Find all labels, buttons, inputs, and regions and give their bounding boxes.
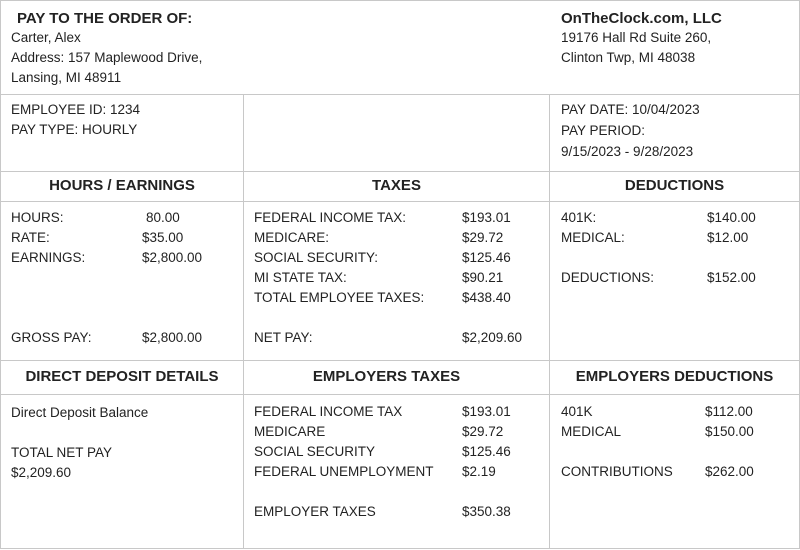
- employer-deduction-value: $112.00: [705, 404, 753, 419]
- employer-taxes-heading: EMPLOYERS TAXES: [312, 368, 461, 385]
- tax-label: TOTAL EMPLOYEE TAXES:: [254, 290, 425, 305]
- total-net-pay-label: TOTAL NET PAY: [11, 445, 113, 460]
- tax-value: $125.46: [462, 250, 511, 265]
- employer-tax-value: $125.46: [462, 444, 511, 459]
- employee-id: EMPLOYEE ID: 1234: [11, 102, 141, 117]
- tax-label: MI STATE TAX:: [254, 270, 347, 285]
- employer-deduction-label: 401K: [561, 404, 593, 419]
- company-address-line1: 19176 Hall Rd Suite 260,: [561, 30, 712, 45]
- gross-pay-value: $2,800.00: [142, 330, 203, 345]
- employer-taxes-total-value: $350.38: [462, 504, 511, 519]
- employer-deductions-heading: EMPLOYERS DEDUCTIONS: [575, 368, 774, 385]
- tax-label: SOCIAL SECURITY:: [254, 250, 379, 265]
- employer-taxes-total-label: EMPLOYER TAXES: [254, 504, 376, 519]
- tax-value: $193.01: [462, 210, 511, 225]
- earnings-label: RATE:: [11, 230, 50, 245]
- employer-tax-value: $2.19: [462, 464, 496, 479]
- employer-deduction-value: $150.00: [705, 424, 754, 439]
- divider: [1, 94, 799, 95]
- deduction-label: MEDICAL:: [561, 230, 625, 245]
- divider: [243, 94, 244, 548]
- hours-earnings-heading: HOURS / EARNINGS: [49, 177, 195, 194]
- divider: [1, 360, 799, 361]
- direct-deposit-balance-label: Direct Deposit Balance: [11, 405, 149, 420]
- net-pay-value: $2,209.60: [462, 330, 523, 345]
- total-net-pay-value: $2,209.60: [11, 465, 72, 480]
- deductions-heading: DEDUCTIONS: [624, 177, 725, 194]
- direct-deposit-heading: DIRECT DEPOSIT DETAILS: [25, 368, 219, 385]
- employer-tax-value: $193.01: [462, 404, 511, 419]
- earnings-value: $35.00: [142, 230, 184, 245]
- employer-tax-label: FEDERAL INCOME TAX: [254, 404, 403, 419]
- pay-type: PAY TYPE: HOURLY: [11, 122, 138, 137]
- tax-value: $90.21: [462, 270, 504, 285]
- employer-tax-label: FEDERAL UNEMPLOYMENT: [254, 464, 434, 479]
- divider: [1, 171, 799, 172]
- divider: [1, 201, 799, 202]
- earnings-label: HOURS:: [11, 210, 64, 225]
- employer-tax-value: $29.72: [462, 424, 504, 439]
- pay-date: PAY DATE: 10/04/2023: [561, 102, 700, 117]
- earnings-value: 80.00: [146, 210, 180, 225]
- deduction-label: 401K:: [561, 210, 597, 225]
- gross-pay-label: GROSS PAY:: [11, 330, 92, 345]
- pay-period-label: PAY PERIOD:: [561, 123, 646, 138]
- company-name: OnTheClock.com, LLC: [561, 10, 722, 27]
- taxes-heading: TAXES: [372, 177, 421, 194]
- tax-label: FEDERAL INCOME TAX:: [254, 210, 407, 225]
- payee-address-line1: Address: 157 Maplewood Drive,: [11, 50, 203, 65]
- contributions-value: $262.00: [705, 464, 754, 479]
- pay-period-range: 9/15/2023 - 9/28/2023: [561, 144, 694, 159]
- company-address-line2: Clinton Twp, MI 48038: [561, 50, 696, 65]
- payee-address-line2: Lansing, MI 48911: [11, 70, 122, 85]
- tax-value: $29.72: [462, 230, 504, 245]
- employer-tax-label: MEDICARE: [254, 424, 326, 439]
- earnings-label: EARNINGS:: [11, 250, 86, 265]
- tax-label: MEDICARE:: [254, 230, 330, 245]
- deduction-value: $12.00: [707, 230, 749, 245]
- employer-deduction-label: MEDICAL: [561, 424, 622, 439]
- pay-to-heading: PAY TO THE ORDER OF:: [17, 10, 193, 27]
- employer-tax-label: SOCIAL SECURITY: [254, 444, 376, 459]
- earnings-value: $2,800.00: [142, 250, 203, 265]
- deduction-value: $140.00: [707, 210, 756, 225]
- deductions-total-value: $152.00: [707, 270, 756, 285]
- tax-value: $438.40: [462, 290, 511, 305]
- contributions-label: CONTRIBUTIONS: [561, 464, 673, 479]
- divider: [549, 94, 550, 548]
- payee-name: Carter, Alex: [11, 30, 81, 45]
- net-pay-label: NET PAY:: [254, 330, 313, 345]
- divider: [1, 394, 799, 395]
- deductions-total-label: DEDUCTIONS:: [561, 270, 655, 285]
